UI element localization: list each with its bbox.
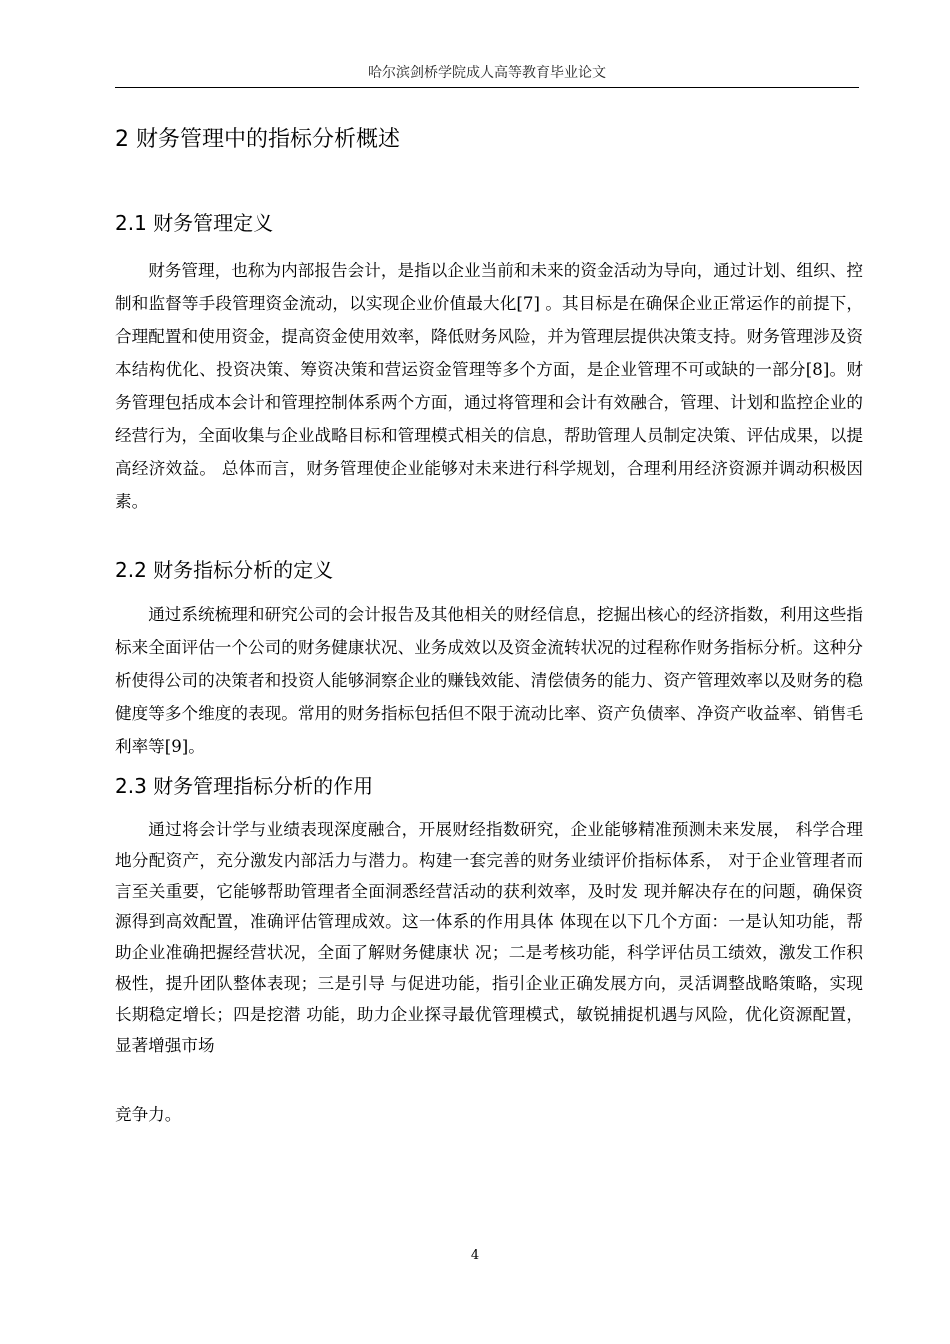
section-paragraph-2-3-continuation: 竞争力。 <box>115 1105 182 1124</box>
page-number: 4 <box>470 1248 480 1263</box>
section-paragraph-2-1: 财务管理，也称为内部报告会计，是指以企业当前和未来的资金活动为导向，通过计划、组织、控制和监督等手段管理资金流动，以实现企业价值最大化[7] 。其目标是在确保企业正常运作的前提下，合理配置和使用资金，提高资金使用效率，降低财务风险，并为管理层提供决策支持。财务管理涉及资本结构优化、投资决策、筹资决策和营运资金管理等多个方面，是企业管理不可或缺的一部分[8]。财务管理包括成本会计和管理控制体系两个方面，通过将管理和会计有效融合，管理、计划和监控企业的经营行为，全面收集与企业战略目标和管理模式相关的信息，帮助管理人员制定决策、评估成果，以提高经济效益。 总体而言，财务管理使企业能够对未来进行科学规划，合理利用经济资源并调动积极因素。 <box>115 261 863 511</box>
section-paragraph-2-2: 通过系统梳理和研究公司的会计报告及其他相关的财经信息，挖掘出核心的经济指数，利用这些指标来全面评估一个公司的财务健康状况、业务成效以及资金流转状况的过程称作财务指标分析。这种分析使得公司的决策者和投资人能够洞察企业的赚钱效能、清偿债务的能力、资产管理效率以及财务的稳健度等多个维度的表现。常用的财务指标包括但不限于流动比率、资产负债率、净资产收益率、销售毛利率等[9]。 <box>115 605 863 756</box>
chapter-title: 2 财务管理中的指标分析概述 <box>115 127 400 152</box>
section-paragraph-2-3: 通过将会计学与业绩表现深度融合，开展财经指数研究，企业能够精准预测未来发展， 科学合理地分配资产，充分激发内部活力与潜力。构建一套完善的财务业绩评价指标体系， 对于企业管理者而言至关重要，它能够帮助管理者全面洞悉经营活动的获利效率，及时发 现并解决存在的问题，确保资源得到高效配置，准确评估管理成效。这一体系的作用具体 体现在以下几个方面：一是认知功能，帮助企业准确把握经营状况，全面了解财务健康状 况；二是考核功能，科学评估员工绩效，激发工作积极性，提升团队整体表现；三是引导 与促进功能，指引企业正确发展方向，灵活调整战略策略，实现长期稳定增长；四是挖潜 功能，助力企业探寻最优管理模式，敏锐捕捉机遇与风险，优化资源配置，显著增强市场 <box>115 820 863 1055</box>
header-divider <box>115 87 859 88</box>
section-title-2-1: 2.1 财务管理定义 <box>115 211 274 235</box>
running-header: 哈尔滨剑桥学院成人高等教育毕业论文 <box>368 65 606 81</box>
section-title-2-2: 2.2 财务指标分析的定义 <box>115 558 334 582</box>
section-title-2-3: 2.3 财务管理指标分析的作用 <box>115 774 374 798</box>
